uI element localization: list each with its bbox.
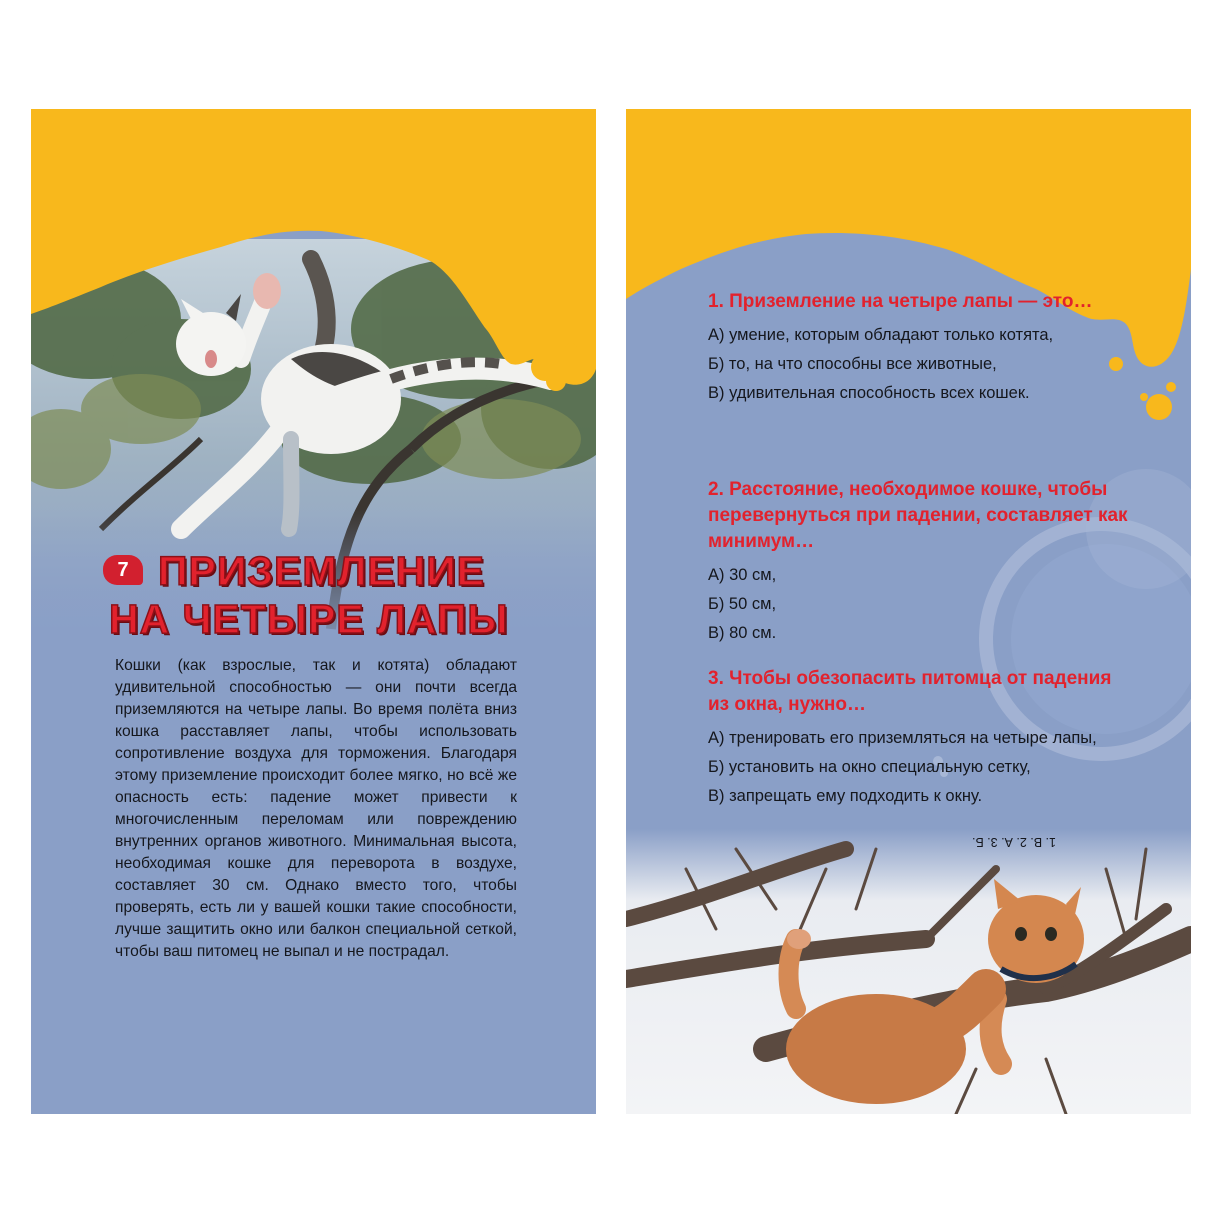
right-page <box>626 109 1191 1114</box>
body-paragraph: Кошки (как взрослые, так и котята) обладают удивительной способностью — они почти всегда приземляются на четыре лапы. Во время полёта вниз кошка расставляет лапы, чтобы использовать сопротивление воздуха для торможения. Благодаря этому приземление происходит более мягко, но всё же опасность есть: падение может привести к многочисленным переломам или повреждению внутренних органов животного. Минимальная высота, необходимая кошке для переворота в воздухе, составляет 30 см. Однако вместо того, чтобы проверять, есть ли у вашей кошки такие способности, лучше защитить окно или балкон специальной сеткой, чтобы ваш питомец не выпал и не пострадал. <box>115 657 517 960</box>
page-title <box>103 547 583 643</box>
question-3 <box>708 666 1128 815</box>
answer-key-upside-down: 1. В. 2. А. 3. Б. <box>972 835 1056 849</box>
answer-option: В) запрещать ему подходить к окну. <box>708 787 983 805</box>
answer-option: Б) установить на окно специальную сетку, <box>708 758 1031 776</box>
question-2 <box>708 477 1128 652</box>
answer-option: А) тренировать его приземляться на четыре лапы, <box>708 729 1097 747</box>
answer-option: А) 30 см, <box>708 566 777 584</box>
question-1 <box>708 289 1128 412</box>
answer-option: А) умение, которым обладают только котята, <box>708 326 1054 344</box>
title-line-1: ПРИЗЕМЛЕНИЕ <box>158 548 486 594</box>
answer-option: Б) 50 см, <box>708 595 777 613</box>
title-line-2: НА ЧЕТЫРЕ ЛАПЫ <box>109 596 509 642</box>
answer-option: В) 80 см. <box>708 624 777 642</box>
question-title: 2. Расстояние, необходимое кошке, чтобы перевернуться при падении, составляет как минимум… <box>708 479 1128 552</box>
question-title: 3. Чтобы обезопасить питомца от падения из окна, нужно… <box>708 668 1112 715</box>
question-title: 1. Приземление на четыре лапы — это… <box>708 291 1093 312</box>
yellow-paint-splash <box>31 109 596 409</box>
left-page <box>31 109 596 1114</box>
chapter-number-badge: 7 <box>103 555 143 585</box>
answer-option: В) удивительная способность всех кошек. <box>708 384 1030 402</box>
answer-option: Б) то, на что способны все животные, <box>708 355 997 373</box>
